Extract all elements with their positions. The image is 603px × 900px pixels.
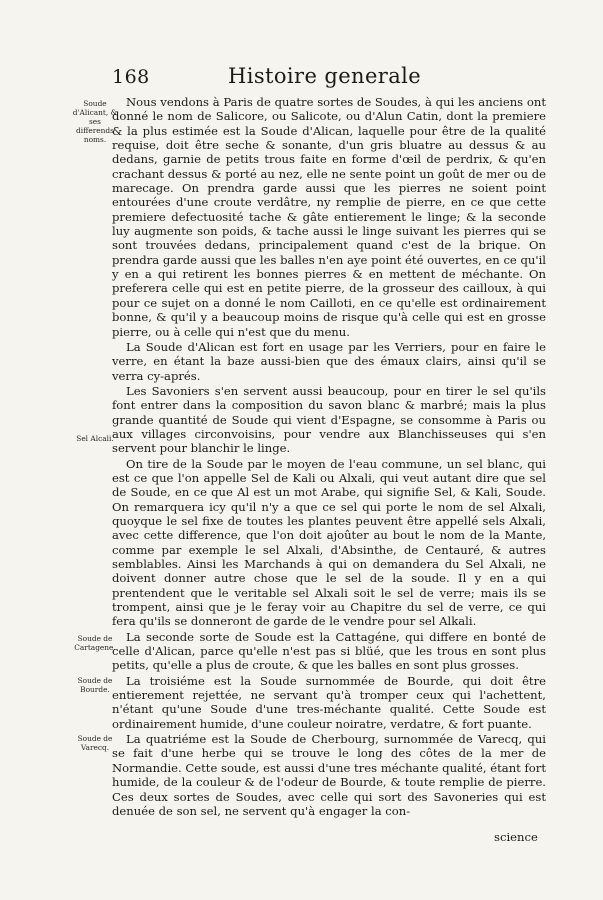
margin-note-soude-alicant: Soude d'Alicant, & ses differends noms.	[72, 99, 118, 144]
margin-note-soude-varecq: Soude de Varecq.	[77, 734, 113, 752]
page-number: 168	[112, 66, 150, 88]
running-title: Histoire generale	[228, 64, 422, 88]
paragraph: La seconde sorte de Soude est la Cattagéne, qui differe en bonté de celle d'Alican, parce qu'elle n'est pas si blüé, que les trous en sont plus petits, qu'elle a plus de croute, & que les balles en sont plus grosses.	[112, 629, 546, 673]
margin-note-soude-cartagene: Soude de Cartagene.	[74, 634, 116, 652]
page-header	[112, 66, 532, 96]
catchword: science	[494, 830, 538, 844]
paragraph: Nous vendons à Paris de quatre sortes de Soudes, à qui les anciens ont donné le nom de Salicore, ou Salicote, ou d'Alun Catin, dont la premiere & la plus estimée est la Soude d'Alican, laquelle pour être de la qualité requise, doit être seche & sonante, d'un gris bluatre au dessus & au dedans, garnie de petits trous faite en forme d'œil de perdrix, & qu'en crachant dessus & porté au nez, elle ne sente point un goût de mer ou de marecage. On prendra garde aussi que les pierres ne soient point entourées d'une croute verdâtre, ny remplie de pierre, en ce que cette premiere defectuosité tache & gâte entierement le linge; & la seconde luy augmente son poids, & tache aussi le linge suivant les pierres qui se sont trouvées dedans, principalement quand c'est de la brique. On prendra garde aussi que les balles n'en aye point été ouvertes, en ce qu'il y en a qui retirent les bonnes pierres & en mettent de méchante. On preferera celle qui est en petite pierre, de la grosseur des cailloux, à qui pour ce sujet on a donné le nom Cailloti, en ce qu'elle est ordinairement bonne, & qu'il y a beaucoup moins de risque qu'à celle qui est en grosse pierre, ou à celle qui n'est que du menu.	[112, 95, 546, 339]
margin-note-sel-alkali: Sel Alcali.	[76, 434, 114, 443]
margin-note-soude-bourde: Soude de Bourde.	[77, 676, 113, 694]
paragraph: Les Savoniers s'en servent aussi beaucoup, pour en tirer le sel qu'ils font entrer dans la composition du savon blanc & marbré; mais la plus grande quantité de Soude qui vient d'Espagne, se consomme à Paris ou aux villages circonvoisins, pour vendre aux Blanchisseuses qui s'en servent pour blanchir le linge.	[112, 383, 546, 456]
paragraph: La quatriéme est la Soude de Cherbourg, surnommée de Varecq, qui se fait d'une herbe qui se trouve le long des côtes de la mer de Normandie. Cette soude, est aussi d'une tres méchante qualité, étant fort humide, de la couleur & de l'odeur de Bourde, & toute remplie de pierre. Ces deux sortes de Soudes, avec celle qui sort des Savoneries qui est denuée de son sel, ne servent qu'à engager la con-	[112, 732, 546, 818]
main-text	[112, 95, 546, 818]
paragraph: La troisiéme est la Soude surnommée de Bourde, qui doit être entierement rejettée, ne servant qu'à tromper ceux qui l'achettent, n'étant qu'une Soude d'une tres-méchante qualité. Cette Soude est ordinairement humide, d'une couleur noiratre, verdatre, & fort puante.	[112, 673, 546, 731]
paragraph: La Soude d'Alican est fort en usage par les Verriers, pour en faire le verre, en étant la baze aussi-bien que des émaux clairs, ainsi qu'il se verra cy-aprés.	[112, 339, 546, 383]
paragraph: On tire de la Soude par le moyen de l'eau commune, un sel blanc, qui est ce que l'on appelle Sel de Kali ou Alxali, qui veut autant dire que sel de Soude, en ce que Al est un mot Arabe, qui signifie Sel, & Kali, Soude. On remarquera icy qu'il n'y a que ce sel qui porte le nom de sel Alxali, quoyque le sel fixe de toutes les plantes peuvent être appellé sels Alxali, avec cette difference, que l'on doit ajoûter au bout le nom de la Mante, comme par exemple le sel Alxali, d'Absinthe, de Centauré, & autres semblables. Ainsi les Marchands à qui on demandera du Sel Alxali, ne doivent donner autre chose que le sel de la soude. Il y en a qui prentendent que le veritable sel Alxali soit le sel de verre; mais ils se trompent, ainsi que je le feray voir au Chapitre du sel de verre, ce qui fera qu'ils se donneront de garde de le vendre pour sel Alkali.	[112, 456, 546, 629]
